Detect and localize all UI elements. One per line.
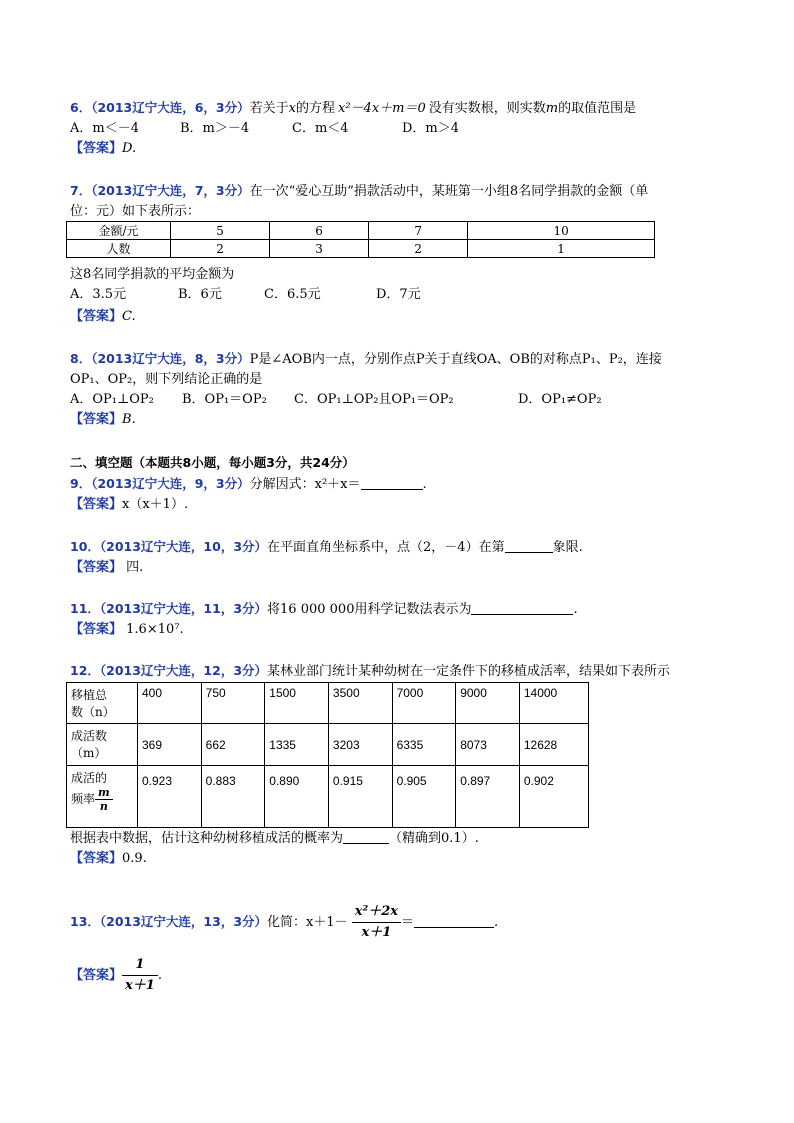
answer-label: 【答案】 [70,141,123,156]
question-6-options [70,119,730,139]
row-header: 成活数 （m） [67,724,138,766]
table-cell: 0.897 [456,766,520,828]
question-7-answer [70,307,730,327]
option-b: B．OP₁＝OP₂ [182,392,267,407]
question-6-stem: 6．（2013辽宁大连，6，3分）若关于x的方程 x²－4x＋m＝0 没有实数根，则实数m的取值范围是 [70,100,637,116]
answer-value: x（x＋1）. [122,497,189,512]
row-header: 人数 [67,240,171,258]
question-11-stem: 11．（2013辽宁大连，11，3分）将16 000 000用科学记数法表示为 . [70,601,578,617]
table-cell: 3 [270,240,369,258]
survival-rate-table [66,682,589,828]
table-row [67,240,655,258]
frequency-fraction: $\frac{m}{n}$ [95,786,113,813]
question-7-rest: 这8名同学捐款的平均金额为 A．3.5元 B．6元 C．6.5元 D．7元 【答案】C. [70,265,730,327]
question-10-stem: 10．（2013辽宁大连，10，3分）在平面直角坐标系中，点（2，－4）在第 象限. [70,539,583,555]
expression-fraction: $\frac{\text{x²＋2x}}{x+1}$ [352,902,401,943]
option-b: B．6元 [178,287,222,302]
answer-blank [414,913,494,928]
answer-label: 【答案】 [70,560,123,575]
table-cell: 6 [270,222,369,240]
question-source: 6．（2013辽宁大连，6，3分） [70,100,250,115]
table-cell: 10 [468,222,655,240]
option-a: A．3.5元 [70,287,127,302]
option-d: D．m＞4 [402,121,460,136]
question-10-answer [70,558,730,578]
table-cell: 3500 [328,683,392,724]
question-12 [70,661,730,682]
table-cell: 9000 [456,683,520,724]
question-source: 9．（2013辽宁大连，9，3分） [70,476,250,491]
table-cell: 8073 [456,724,520,766]
table-cell: 7 [369,222,468,240]
section-title: 二、填空题（本题共8小题，每小题3分，共24分） [70,455,355,470]
row-header: 成活的 频率 $\frac{m}{n}$ [67,766,138,828]
option-d: D．OP₁≠OP₂ [518,392,602,407]
option-c: C．m＜4 [292,121,349,136]
question-7-stem: 7．（2013辽宁大连，7，3分）在一次“爱心互助”捐款活动中，某班第一小组8名同学捐款的金额（单 [70,183,649,199]
question-13-stem: 13．（2013辽宁大连，13，3分）化简：x＋1－ $\frac{\text{x²＋2x}}{x+1}$ ＝ . [70,902,730,943]
question-source: 12．（2013辽宁大连，12，3分） [70,663,268,678]
option-c: C．OP₁⊥OP₂且OP₁＝OP₂ [294,392,454,407]
question-source: 8．（2013辽宁大连，8，3分） [70,351,250,366]
table-cell: 12628 [519,724,588,766]
answer-value: D. [122,141,137,156]
table-cell: 0.890 [265,766,329,828]
answer-label: 【答案】 [70,851,123,866]
question-8: 8．（2013辽宁大连，8，3分）P是∠AOB内一点，分别作点P关于直线OA、OB的对称点P₁、P₂，连接 OP₁、OP₂，则下列结论正确的是 A．OP₁⊥OP₂ B．OP₁＝OP₂ C．OP₁⊥OP₂且OP₁＝OP₂ D．OP₁≠OP₂ 【答案】B. [70,349,730,430]
row-header: 金额/元 [67,222,171,240]
answer-value: C. [122,309,136,324]
question-source: 7．（2013辽宁大连，7，3分） [70,183,250,198]
table-cell: 0.883 [201,766,265,828]
table-cell: 1500 [265,683,329,724]
answer-blank [505,538,553,553]
question-11-answer [70,620,730,640]
question-source: 11．（2013辽宁大连，11，3分） [70,601,268,616]
question-6 [70,98,730,159]
question-source: 13．（2013辽宁大连，13，3分） [70,914,268,929]
question-9-answer [70,495,730,515]
table-cell: 2 [369,240,468,258]
question-source: 10．（2013辽宁大连，10，3分） [70,539,268,554]
answer-value: 四. [126,560,144,575]
answer-label: 【答案】 [70,497,123,512]
table-cell: 2 [171,240,270,258]
question-8-stem: 8．（2013辽宁大连，8，3分）P是∠AOB内一点，分别作点P关于直线OA、OB的对称点P₁、P₂，连接 [70,351,662,367]
question-6-answer [70,139,730,159]
table-cell: 0.915 [328,766,392,828]
question-12-rest: 根据表中数据，估计这种幼树移植成活的概率为 （精确到0.1）. 【答案】0.9. [70,829,730,869]
question-12-answer [70,849,730,869]
table-row [67,724,589,766]
answer-value: 1.6×10⁷. [126,622,184,637]
question-9 [70,474,730,515]
answer-blank [471,600,573,615]
option-a: A．OP₁⊥OP₂ [70,392,154,407]
answer-fraction: $\frac{1}{x+1}$ [122,955,158,996]
table-cell: 5 [171,222,270,240]
answer-label: 【答案】 [70,412,123,427]
table-row [67,222,655,240]
table-row [67,683,589,724]
question-8-options [70,390,730,410]
answer-label: 【答案】 [70,968,123,983]
option-c: C．6.5元 [264,287,321,302]
table-cell: 3203 [328,724,392,766]
table-cell: 369 [138,724,202,766]
table-cell: 662 [201,724,265,766]
question-9-stem: 9．（2013辽宁大连，9，3分）分解因式：x²＋x＝ . [70,476,427,492]
equation: x²－4x＋m＝0 [338,101,426,116]
question-8-answer [70,410,730,430]
question-13 [70,902,730,943]
table-cell: 1335 [265,724,329,766]
table-row [67,766,589,828]
table-cell: 0.923 [138,766,202,828]
question-7-options [70,285,730,305]
table-cell: 1 [468,240,655,258]
table-cell: 400 [138,683,202,724]
table-cell: 0.902 [519,766,588,828]
option-a: A．m＜－4 [70,121,139,136]
answer-blank [361,475,423,490]
answer-blank [343,829,389,844]
table-cell: 14000 [519,683,588,724]
option-b: B．m＞－4 [180,121,250,136]
table-cell: 7000 [392,683,456,724]
question-10 [70,537,730,578]
answer-value: 0.9. [122,851,147,866]
row-header: 移植总 数（n） [67,683,138,724]
table-cell: 6335 [392,724,456,766]
donation-table [66,221,655,258]
answer-label: 【答案】 [70,309,123,324]
question-12-stem: 12．（2013辽宁大连，12，3分）某林业部门统计某种幼树在一定条件下的移植成活率，结果如下表所示 [70,663,671,679]
question-13-answer: 【答案】 $\frac{1}{x+1}$ . [70,955,730,996]
table-cell: 0.905 [392,766,456,828]
question-11 [70,599,730,640]
answer-value: B. [122,412,136,427]
option-d: D．7元 [376,287,421,302]
answer-label: 【答案】 [70,622,123,637]
question-7: 7．（2013辽宁大连，7，3分）在一次“爱心互助”捐款活动中，某班第一小组8名同学捐款的金额（单 位：元）如下表所示： [70,181,730,222]
table-cell: 750 [201,683,265,724]
